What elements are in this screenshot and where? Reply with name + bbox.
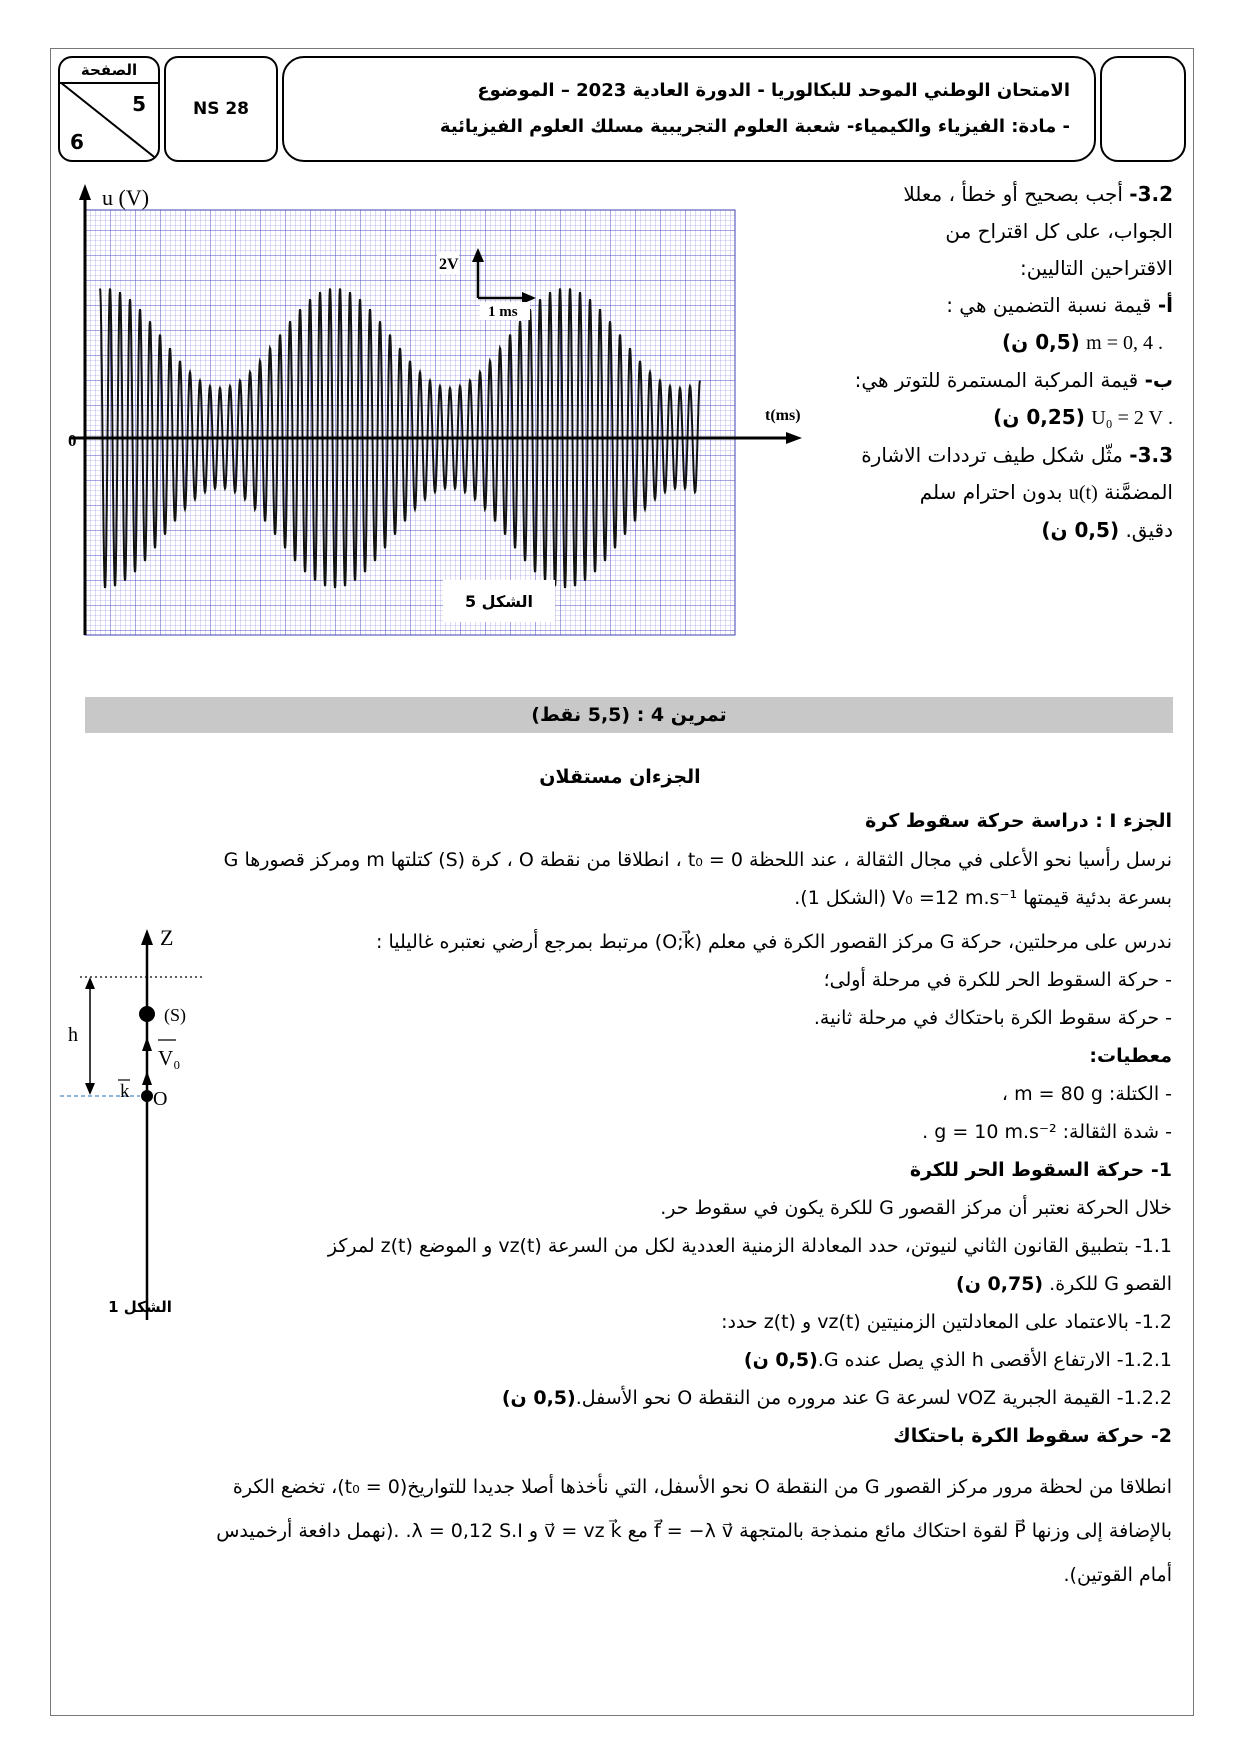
- section2-block: [62, 1465, 1172, 1597]
- q32-line2: الجواب، على كل اقتراح من: [945, 219, 1173, 243]
- origin-point: [141, 1090, 153, 1102]
- velocity-arrow-icon: [142, 1037, 152, 1051]
- modulated-signal-chart: [60, 180, 820, 660]
- q33-line2a: المضمَّنة: [1104, 480, 1173, 504]
- exam-title-line1: الامتحان الوطني الموحد للبكالوريا - الدورة العادية 2023 – الموضوع: [477, 80, 1070, 101]
- q121-points: (0,5 ن): [743, 1349, 818, 1371]
- ball-label: (S): [164, 1005, 186, 1025]
- exam-title-box: [282, 56, 1096, 162]
- q32a-text: قيمة نسبة التضمين هي :: [946, 293, 1152, 317]
- exam-title-line2: - مادة: الفيزياء والكيمياء- شعبة العلوم التجريبية مسلك العلوم الفيزيائية: [439, 116, 1070, 137]
- x-axis-arrow-icon: [786, 432, 802, 444]
- q33-line3: دقيق.: [1125, 518, 1173, 542]
- intro-line1: نرسل رأسيا نحو الأعلى في مجال الثقالة ، عند اللحظة t₀ = 0 ، انطلاقا من نقطة O ، كرة (S) كتلتها m ومركز قصورها G: [223, 848, 1172, 871]
- page-label: الصفحة: [60, 58, 158, 84]
- q11-line1: 1.1- بتطبيق القانون الثاني لنيوتن، حدد المعادلة الزمنية العددية لكل من السرعة vz(t) و الموضع z(t) لمركز: [327, 1235, 1172, 1257]
- q12-text: 1.2- بالاعتماد على المعادلتين الزمنيتين vz(t) و z(t) حدد:: [721, 1311, 1172, 1333]
- exam-code: NS 28: [192, 99, 250, 119]
- q122-text: 1.2.2- القيمة الجبرية vOZ لسرعة G عند مروره من النقطة O نحو الأسفل.: [575, 1387, 1172, 1409]
- exercise4-banner: [85, 697, 1173, 733]
- section2-line2: بالإضافة إلى وزنها P⃗ لقوة احتكاك مائع منمذجة بالمتجهة f⃗ = −λ v⃗ مع v⃗ = vz k⃗ و λ = 0,12 S.I. .(نهمل دافعة أرخميدس: [216, 1520, 1172, 1542]
- z-axis-label: Z: [160, 925, 174, 950]
- figure1-caption: الشكل 1: [108, 1298, 172, 1316]
- section1-title: 1- حركة السقوط الحر للكرة: [909, 1159, 1172, 1181]
- q121-text: 1.2.1- الارتفاع الأقصى h الذي يصل عنده G.: [817, 1349, 1172, 1371]
- q32a-label: أ-: [1157, 293, 1173, 317]
- q32-line3: الاقتراحين التاليين:: [1019, 256, 1173, 280]
- section2-line1: انطلاقا من لحظة مرور مركز القصور G من النقطة O نحو الأسفل، التي نأخذها أصلا جديدا للتواريخ(t₀ = 0)، تخضع الكرة: [232, 1476, 1172, 1498]
- velocity-label: V₀: [158, 1046, 181, 1070]
- unit-vector-arrow-icon: [142, 1071, 152, 1085]
- q33-line2b: بدون احترام سلم: [919, 480, 1063, 504]
- q32-block: [855, 176, 1173, 549]
- exam-code-box: [164, 56, 278, 162]
- data-title: معطيات:: [1089, 1045, 1172, 1067]
- section1-intro: خلال الحركة نعتبر أن مركز القصور G للكرة يكون في سقوط حر.: [660, 1197, 1172, 1219]
- section2-title: 2- حركة سقوط الكرة باحتكاك: [893, 1425, 1172, 1447]
- q33-number: 3.3-: [1129, 443, 1173, 467]
- page-total: 6: [70, 130, 84, 154]
- q32b-formula: . U₀ = 2 V: [1091, 407, 1173, 429]
- data-mass: - الكتلة: m = 80 g ،: [1001, 1083, 1172, 1105]
- scale-time-label: 1 ms: [488, 304, 518, 320]
- q32b-label: ب-: [1144, 368, 1173, 392]
- x-axis-label: t(ms): [765, 407, 801, 424]
- study-line3: - حركة سقوط الكرة باحتكاك في مرحلة ثانية.: [813, 1007, 1172, 1029]
- z-axis-arrow-icon: [141, 929, 153, 945]
- q32-number: 3.2-: [1129, 182, 1173, 206]
- height-arrow-down-icon: [85, 1083, 95, 1095]
- ball: [139, 1006, 155, 1022]
- study-line1: ندرس على مرحلتين، حركة G مركز القصور الكرة في معلم (O;k⃗) مرتبط بمرجع أرضي نعتبره غاليليا :: [376, 931, 1172, 953]
- q11-points: (0,75 ن): [956, 1273, 1044, 1295]
- part1-block: [62, 802, 1172, 918]
- q32a-points: (0,5 ن): [1002, 330, 1080, 354]
- height-label: h: [68, 1024, 78, 1046]
- q33-points: (0,5 ن): [1041, 518, 1120, 542]
- q11-line2: القصو G للكرة.: [1049, 1273, 1172, 1295]
- figure1-diagram: [60, 925, 240, 1335]
- q33-line1: مثّل شكل طيف ترددات الاشارة: [861, 443, 1123, 467]
- q32b-points: (0,25 ن): [993, 405, 1085, 429]
- exercise4-subtitle: الجزءان مستقلان: [539, 766, 701, 788]
- study-line2: - حركة السقوط الحر للكرة في مرحلة أولى؛: [823, 969, 1172, 991]
- data-gravity: - شدة الثقالة: g = 10 m.s⁻² .: [922, 1121, 1172, 1143]
- q33-formula: u(t): [1068, 482, 1098, 504]
- origin-point-label: O: [153, 1088, 168, 1110]
- q32b-text: قيمة المركبة المستمرة للتوتر هي:: [854, 368, 1139, 392]
- page-number-box: [58, 56, 160, 162]
- study-block: [328, 923, 1172, 1455]
- unit-vector-label: k: [120, 1081, 130, 1102]
- part1-title: الجزء I : دراسة حركة سقوط كرة: [865, 810, 1172, 832]
- section2-line3: أمام القوتين).: [1063, 1564, 1172, 1586]
- q32-line1: أجب بصحيح أو خطأ ، معللا: [903, 182, 1123, 206]
- q32a-formula: . m = 0, 4: [1086, 332, 1163, 354]
- q122-points: (0,5 ن): [501, 1387, 576, 1409]
- y-axis-label: u (V): [102, 185, 150, 210]
- scale-voltage-label: 2V: [439, 256, 459, 273]
- height-arrow-up-icon: [85, 977, 95, 989]
- figure5-caption: الشكل 5: [464, 592, 534, 611]
- page-current: 5: [132, 92, 146, 116]
- exercise4-title: تمرين 4 : (5,5 نقط): [531, 704, 727, 726]
- y-axis-arrow-icon: [79, 184, 91, 200]
- header-right-box: [1100, 56, 1186, 162]
- origin-label: 0: [68, 431, 77, 450]
- intro-line2: بسرعة بدئية قيمتها V₀ =12 m.s⁻¹ (الشكل 1).: [794, 887, 1172, 909]
